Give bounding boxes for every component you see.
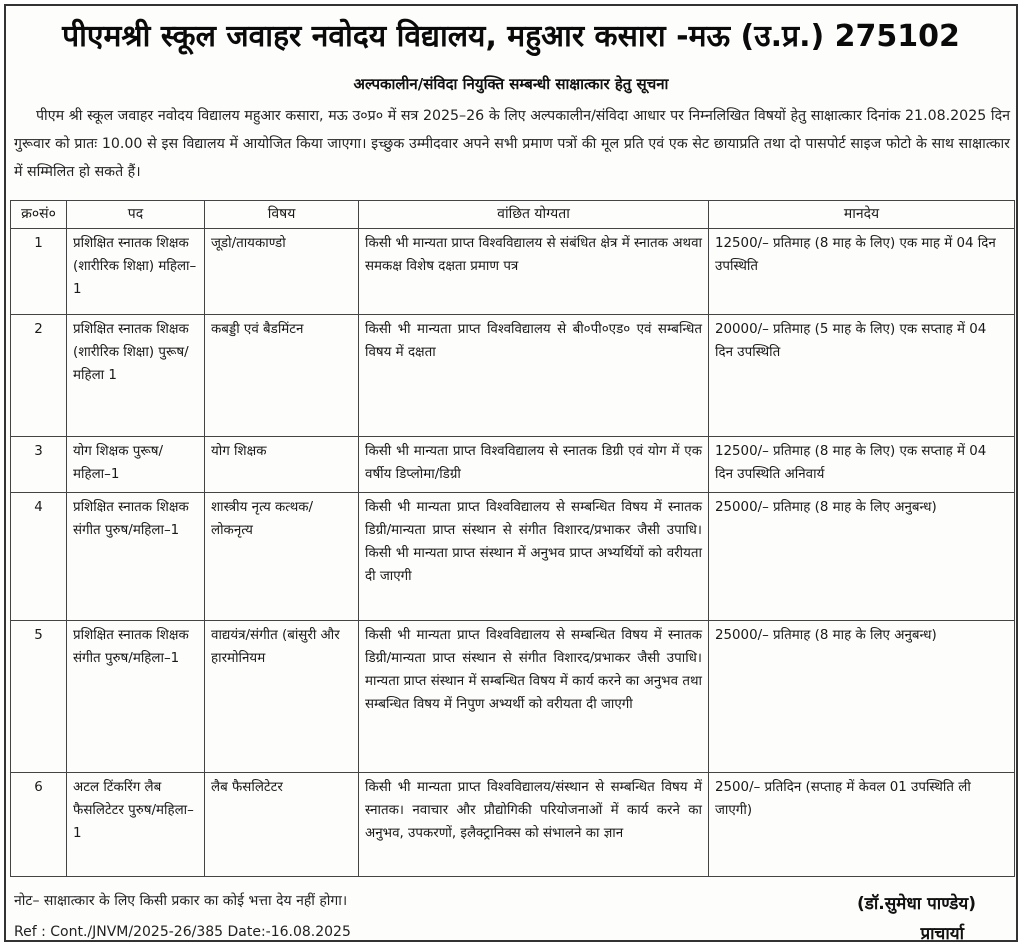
honorarium-cell: 12500/– प्रतिमाह (8 माह के लिए) एक सप्ताह में 04 दिन उपस्थिति अनिवार्य	[709, 437, 1015, 493]
header-honorarium: मानदेय	[709, 201, 1015, 229]
honorarium-cell: 12500/– प्रतिमाह (8 माह के लिए) एक माह में 04 दिन उपस्थिति	[709, 229, 1015, 315]
subject-cell: जूडो/तायकाण्डो	[205, 229, 359, 315]
table-row	[11, 493, 1015, 621]
intro-paragraph: पीएम श्री स्कूल जवाहर नवोदय विद्यालय महुआर कसारा, मऊ उ०प्र० में सत्र 2025–26 के लिए अल्पकालीन/संविदा आधार पर निम्नलिखित विषयों हेतु साक्षात्कार दिनांक 21.08.2025 दिन गुरूवार को प्रातः 10.00 से इस विद्यालय में आयोजित किया जाएगा। इच्छुक उम्मीदवार अपने सभी प्रमाण पत्रों की मूल प्रति एवं एक सेट छायाप्रति तथा दो पासपोर्ट साइज फोटो के साथ साक्षात्कार में सम्मिलित हो सकते हैं।	[14, 108, 1010, 180]
qualification-cell: किसी भी मान्यता प्राप्त विश्वविद्यालय से स्नातक डिग्री एवं योग में एक वर्षीय डिप्लोमा/डिग्री	[359, 437, 709, 493]
signatory-name: (डॉ.सुमेधा पाण्डेय)	[856, 894, 976, 914]
qualification-cell: किसी भी मान्यता प्राप्त विश्वविद्यालय/संस्थान से सम्बन्धित विषय में स्नातक। नवाचार और प्रौद्योगिकी परियोजनाओं में कार्य करने का अनुभव, उपकरणों, इलैक्ट्रानिक्स को संभालने का ज्ञान	[359, 773, 709, 877]
notice-subtitle: अल्पकालीन/संविदा नियुक्ति सम्बन्धी साक्षात्कार हेतु सूचना	[353, 75, 669, 93]
serial-cell: 1	[11, 229, 67, 315]
post-cell: प्रशिक्षित स्नातक शिक्षक संगीत पुरुष/महिला–1	[67, 493, 205, 621]
qualification-cell: किसी भी मान्यता प्राप्त विश्वविद्यालय से बी०पी०एड० एवं सम्बन्धित विषय में दक्षता	[359, 315, 709, 437]
honorarium-cell: 20000/– प्रतिमाह (5 माह के लिए) एक सप्ताह में 04 दिन उपस्थिति	[709, 315, 1015, 437]
table-row	[11, 621, 1015, 773]
subject-cell: वाद्ययंत्र/संगीत (बांसुरी और हारमोनियम	[205, 621, 359, 773]
serial-cell: 3	[11, 437, 67, 493]
footer-note: नोट– साक्षात्कार के लिए किसी प्रकार का कोई भत्ता देय नहीं होगा।	[14, 893, 348, 909]
page-title: पीएमश्री स्कूल जवाहर नवोदय विद्यालय, महुआर कसारा -मऊ (उ.प्र.) 275102	[62, 19, 960, 54]
table-row	[11, 437, 1015, 493]
serial-cell: 2	[11, 315, 67, 437]
signatory-title: प्राचार्या	[920, 924, 964, 944]
post-cell: प्रशिक्षित स्नातक शिक्षक (शारीरिक शिक्षा) महिला–1	[67, 229, 205, 315]
post-cell: प्रशिक्षित स्नातक शिक्षक (शारीरिक शिक्षा) पुरूष/महिला 1	[67, 315, 205, 437]
table-row	[11, 229, 1015, 315]
honorarium-cell: 25000/– प्रतिमाह (8 माह के लिए अनुबन्ध)	[709, 621, 1015, 773]
post-cell: अटल टिंकरिंग लैब फैसलिटेटर पुरुष/महिला–1	[67, 773, 205, 877]
reference-number: Ref : Cont./JNVM/2025-26/385 Date:-16.08.2025	[14, 924, 351, 940]
table-row	[11, 773, 1015, 877]
serial-cell: 4	[11, 493, 67, 621]
honorarium-cell: 25000/– प्रतिमाह (8 माह के लिए अनुबन्ध)	[709, 493, 1015, 621]
qualification-cell: किसी भी मान्यता प्राप्त विश्वविद्यालय से सम्बन्धित विषय में स्नातक डिग्री/मान्यता प्राप्त संस्थान से संगीत विशारद/प्रभाकर जैसी उपाधि। किसी भी मान्यता प्राप्त संस्थान में अनुभव प्राप्त अभ्यर्थियों को वरीयता दी जाएगी	[359, 493, 709, 621]
honorarium-cell: 2500/– प्रतिदिन (सप्ताह में केवल 01 उपस्थिति ली जाएगी)	[709, 773, 1015, 877]
header-serial: क्र०सं०	[11, 201, 67, 229]
subject-cell: शास्त्रीय नृत्य कत्थक/लोकनृत्य	[205, 493, 359, 621]
header-post: पद	[67, 201, 205, 229]
qualification-cell: किसी भी मान्यता प्राप्त विश्वविद्यालय से संबंधित क्षेत्र में स्नातक अथवा समकक्ष विशेष दक्षता प्रमाण पत्र	[359, 229, 709, 315]
table-header-row	[11, 201, 1015, 229]
post-cell: योग शिक्षक पुरूष/महिला–1	[67, 437, 205, 493]
notice-document	[4, 4, 1018, 942]
serial-cell: 5	[11, 621, 67, 773]
qualification-cell: किसी भी मान्यता प्राप्त विश्वविद्यालय से सम्बन्धित विषय में स्नातक डिग्री/मान्यता प्राप्त संस्थान से संगीत विशारद/प्रभाकर जैसी उपाधि। मान्यता प्राप्त संस्थान में सम्बन्धित विषय में कार्य करने का अनुभव तथा सम्बन्धित विषय में निपुण अभ्यर्थी को वरीयता दी जाएगी	[359, 621, 709, 773]
subject-cell: योग शिक्षक	[205, 437, 359, 493]
header-subject: विषय	[205, 201, 359, 229]
post-cell: प्रशिक्षित स्नातक शिक्षक संगीत पुरुष/महिला–1	[67, 621, 205, 773]
table-row	[11, 315, 1015, 437]
subject-cell: लैब फैसलिटेटर	[205, 773, 359, 877]
vacancy-table	[10, 200, 1015, 877]
header-qualification: वांछित योग्यता	[359, 201, 709, 229]
subject-cell: कबड्डी एवं बैडमिंटन	[205, 315, 359, 437]
serial-cell: 6	[11, 773, 67, 877]
